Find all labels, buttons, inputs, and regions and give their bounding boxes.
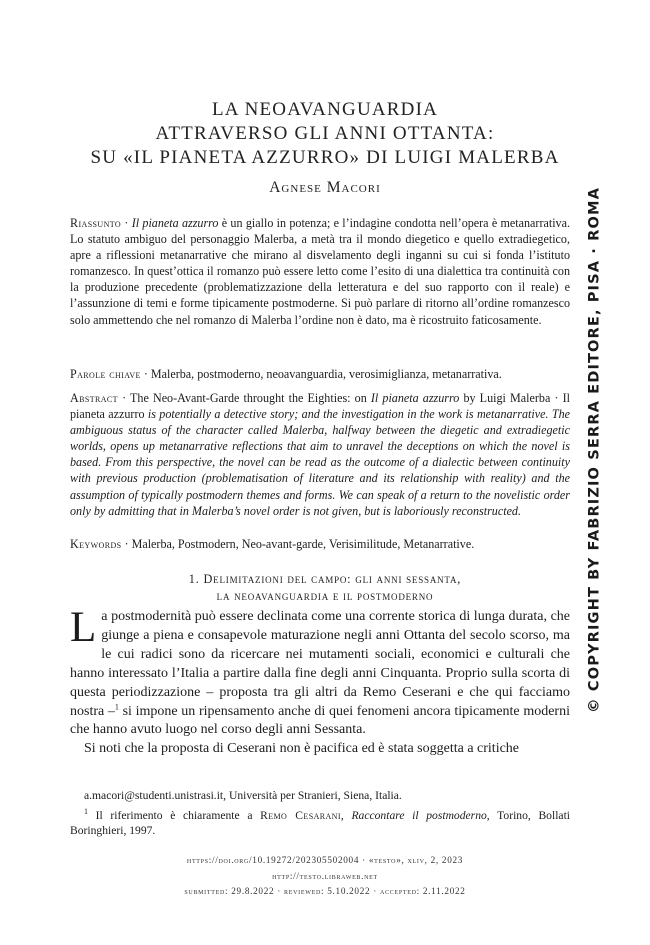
parole-chiave-paragraph — [70, 366, 570, 382]
copyright-sidebar — [580, 187, 608, 713]
parole-chiave-text: · Malerba, postmoderno, neoavanguardia, verosimiglianza, metanarrativa. — [140, 367, 502, 381]
footnotes — [70, 788, 570, 839]
article-title — [40, 98, 610, 170]
abstract-text-2: by Luigi Malerba · Il pianeta azzurro — [70, 391, 570, 422]
footnote-1 — [70, 808, 570, 839]
section-heading-line-2: la neoavanguardia e il postmoderno — [216, 589, 434, 603]
footnote-1-author: Remo Cesarani — [260, 808, 341, 822]
drop-cap: L — [70, 604, 97, 651]
keywords-label: Keywords — [70, 537, 122, 551]
riassunto-text: è un giallo in potenza; e l’indagine condotta nell’opera è metanarrativa. Lo statuto ambiguo del personaggio Malerba, a metà tra il mondo diegetico e quello extradiegetico, apre a riflessioni metanarrative che mirano al disvelamento degli inganni su cui si fonda l’istituto romanzesco. In quest’ottica il romanzo può essere letto come l’esito di una dialettica tra continuità con la produzione precedente (problematizzazione della letteratura e del suo rapporto con il reale) e l’assunzione di temi e forme tipicamente postmoderne. Si può parlare di ritorno all’ordine romanzesco solo ammettendo che nel romanzo di Malerba l’ordine non è dato, ma è ricostruito faticosamente. — [70, 216, 570, 327]
abstract-text-1: · The Neo-Avant-Garde throught the Eighties: on — [117, 391, 371, 405]
title-line-2: ATTRAVERSO GLI ANNI OTTANTA: — [155, 123, 495, 144]
riassunto-paragraph — [70, 215, 570, 328]
page-footer — [40, 853, 610, 900]
keywords-paragraph — [70, 536, 570, 552]
abstract-label: Abstract — [70, 391, 118, 405]
footnote-1-title: Raccontare il postmoderno — [351, 808, 487, 822]
body-paragraph-1-b: si impone un ripensamento anche di quei fenomeni ancora tipicamente moderni che hanno avuto luogo nel corso degli anni Sessanta. — [70, 703, 570, 738]
body-paragraph-1-a: a postmodernità può essere declinata come una corrente storica di lunga durata, che giunge a piena e consapevole maturazione negli anni Ottanta del secolo scorso, ma le cui radici sono da ricercare nei mutamenti sociali, economici e culturali che hanno interessato l’Italia a partire dalla fine degli anni Cinquanta. Proprio sulla scorta di questa periodizzazione – proposta tra gli altri da Remo Ceserani e che qui facciamo nostra – — [70, 609, 570, 719]
riassunto-sep: · — [121, 216, 132, 230]
author-affiliation: a.macori@studenti.unistrasi.it, Università per Stranieri, Siena, Italia. — [84, 789, 402, 802]
footnote-1-text-b: , Torino, Bollati Boringhieri, 1997. — [70, 808, 571, 837]
footer-site-link[interactable]: http://testo.libraweb.net — [272, 870, 378, 881]
body-text — [70, 604, 570, 759]
keywords-text: · Malerba, Postmodern, Neo-avant-garde, Verisimilitude, Metanarrative. — [121, 537, 475, 551]
copyright-notice: © COPYRIGHT BY FABRIZIO SERRA EDITORE, PISA · ROMA — [585, 187, 603, 713]
abstract-paragraph — [70, 390, 570, 519]
footer-dates: submitted: 29.8.2022 · reviewed: 5.10.2022 · accepted: 2.11.2022 — [184, 886, 466, 897]
title-line-1: LA NEOAVANGUARDIA — [211, 99, 439, 120]
section-heading-line-1: 1. Delimitazioni del campo: gli anni sessanta, — [188, 572, 462, 586]
abstract-text-italic: is potentially a detective story; and the investigation in the work is metanarrative. The ambiguous status of the character called Malerba, halfway between the diegetic and extradiegetic worlds, opens up metanarrative reflections that aim to unravel the deceptions on which the novel is based. From this perspective, the novel can be read as the outcome of a dialectic between continuity with previous production (problematisation of literature and its relationship with reality) and the assumption of typically postmodern themes and forms. We can speak of a return to the novelistic order only by admitting that in Malerba’s novel order is not given, but is laboriously reconstructed. — [70, 407, 570, 518]
footnote-1-text-a: Il riferimento è chiaramente a — [88, 808, 261, 822]
riassunto-work-title: Il pianeta azzurro — [131, 216, 219, 230]
body-paragraph-2: Si noti che la proposta di Ceserani non è pacifica ed è stata soggetta a critiche — [84, 741, 520, 757]
footnote-ref-1[interactable]: 1 — [114, 701, 119, 711]
title-line-3: SU «IL PIANETA AZZURRO» DI LUIGI MALERBA — [90, 147, 560, 168]
body-paragraph-1 — [70, 604, 570, 740]
parole-chiave-label: Parole chiave — [70, 367, 141, 381]
section-heading — [40, 571, 610, 605]
riassunto-label: Riassunto — [70, 216, 122, 230]
footnote-1-number: 1 — [84, 806, 88, 816]
author-name: Agnese Macori — [269, 179, 381, 196]
footer-doi[interactable]: https://doi.org/10.19272/202305502004 · «testo», xliv, 2, 2023 — [186, 855, 464, 865]
abstract-work-title: Il pianeta azzurro — [370, 391, 460, 405]
footnote-1-sep: , — [340, 808, 352, 822]
